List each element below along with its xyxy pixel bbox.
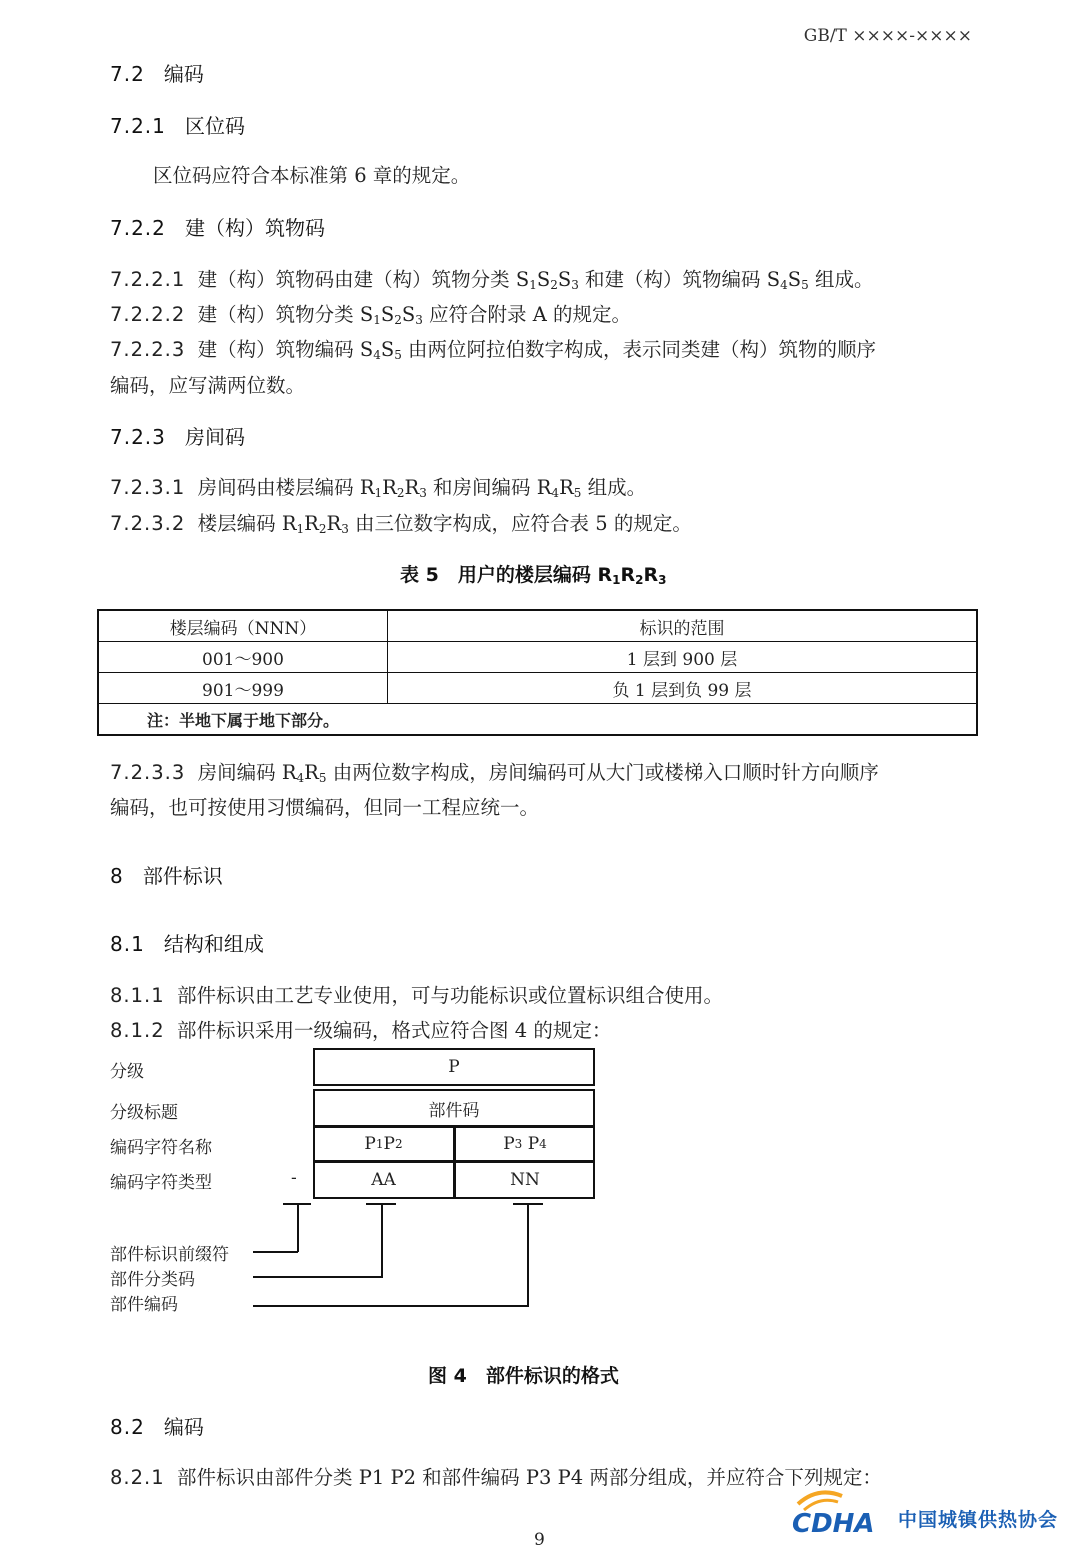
bracket-line	[253, 1305, 529, 1307]
table-note: 注：半地下属于地下部分。	[98, 704, 977, 736]
clause-text: 建（构）筑物分类 S	[197, 303, 374, 326]
clause-text: 由三位数字构成，应符合表 5 的规定。	[355, 512, 692, 535]
clause-8-1-2	[110, 1015, 611, 1043]
heading-number: 7.2	[110, 62, 145, 86]
heading-number: 8.1	[110, 932, 145, 956]
standard-number: GB/T ××××-××××	[803, 26, 972, 46]
char-name: P	[503, 1133, 515, 1154]
heading-number: 7.2.2	[110, 216, 166, 240]
clause-text: 建（构）筑物码由建（构）筑物分类 S	[197, 268, 530, 291]
clause-number: 7.2.3.3	[110, 761, 186, 784]
clause-8-1-1	[110, 980, 723, 1008]
clause-text: 建（构）筑物编码 S	[197, 338, 374, 361]
table-row	[98, 642, 977, 673]
bracket-line	[253, 1251, 298, 1253]
clause-number: 7.2.3.2	[110, 512, 186, 535]
clause-7-2-2-3-line2: 编码，应写满两位数。	[110, 374, 306, 397]
clause-number: 7.2.3.1	[110, 476, 186, 499]
heading-8-2	[110, 1411, 204, 1440]
clause-8-2-1	[110, 1462, 882, 1490]
clause-7-2-2-3: 7.2.2.3 建（构）筑物编码 $S_4S_5$ 由两位阿拉伯数字构成，表示同类建（构）筑物的顺序	[110, 338, 877, 362]
heading-title: 建（构）筑物码	[184, 216, 325, 240]
clause-number: 7.2.2.1	[110, 268, 186, 291]
page-number: 9	[534, 1530, 545, 1550]
clause-text: 应符合附录 A 的规定。	[429, 303, 632, 326]
clause-text: 由两位数字构成，房间编码可从大门或楼梯入口顺时针方向顺序	[332, 761, 879, 784]
heading-8-1	[110, 928, 264, 957]
table-5-caption: 表 5 用户的楼层编码 $R_1R_2R_3$	[400, 564, 667, 587]
clause-text: 房间编码 R	[197, 761, 297, 784]
heading-title: 房间码	[184, 425, 245, 449]
char-name: P	[364, 1133, 376, 1154]
clause-text: 和建（构）筑物编码 S	[585, 268, 781, 291]
char-type-cell-2: NN	[510, 1169, 540, 1190]
clause-7-2-3-3-line2: 编码，也可按使用习惯编码，但同一工程应统一。	[110, 796, 540, 819]
clause-number: 7.2.2.2	[110, 303, 186, 326]
table-cell: 负 1 层到负 99 层	[388, 673, 978, 704]
clause-number: 8.1.2	[110, 1019, 165, 1042]
heading-7-2-2	[110, 212, 325, 241]
bracket-line	[527, 1203, 529, 1306]
clause-text: 楼层编码 R	[197, 512, 297, 535]
clause-7-2-2-2: 7.2.2.2 建（构）筑物分类 $S_1S_2S_3$ 应符合附录 A 的规定。	[110, 303, 632, 327]
table-header-cell: 标识的范围	[388, 610, 978, 642]
table-cell: 001～900	[98, 642, 388, 673]
clause-7-2-2-1: 7.2.2.1 建（构）筑物码由建（构）筑物分类 $S_1S_2S_3$ 和建（构）筑物编码 $S_4S_5$ 组成。	[110, 268, 874, 292]
heading-title: 编码	[163, 62, 204, 86]
legend-prefix: 部件标识前缀符	[110, 1245, 229, 1265]
clause-number: 8.2.1	[110, 1466, 165, 1489]
heading-8	[110, 860, 223, 889]
heading-number: 7.2.1	[110, 114, 166, 138]
clause-text: 部件标识由工艺专业使用，可与功能标识或位置标识组合使用。	[177, 984, 724, 1007]
svg-text:CDHA: CDHA	[792, 1509, 875, 1538]
clause-text: 组成。	[814, 268, 874, 291]
level-box: P	[313, 1048, 595, 1086]
heading-number: 8.2	[110, 1415, 145, 1439]
clause-number: 8.1.1	[110, 984, 165, 1007]
heading-title: 结构和组成	[163, 932, 264, 956]
clause-7-2-3-1: 7.2.3.1 房间码由楼层编码 $R_1R_2R_3$ 和房间编码 $R_4R_5$ 组成。	[110, 476, 647, 500]
clause-number: 7.2.2.3	[110, 338, 186, 361]
paragraph-7-2-1: 区位码应符合本标准第 6 章的规定。	[153, 164, 471, 187]
table-header-cell: 楼层编码（NNN）	[98, 610, 388, 642]
table-note-row	[98, 704, 977, 736]
char-name-cell-2: P 3 P 4	[503, 1133, 547, 1154]
clause-7-2-3-3: 7.2.3.3 房间编码 $R_4R_5$ 由两位数字构成，房间编码可从大门或楼梯入口顺时针方向顺序	[110, 761, 879, 785]
table-5	[97, 609, 978, 736]
char-type-cell-1: AA	[371, 1169, 396, 1190]
heading-title: 编码	[163, 1415, 204, 1439]
level-title-cell: 部件码	[428, 1100, 480, 1121]
clause-text: 部件标识采用一级编码，格式应符合图 4 的规定：	[177, 1019, 612, 1042]
heading-7-2-1	[110, 110, 245, 139]
clause-text: 由两位阿拉伯数字构成，表示同类建（构）筑物的顺序	[408, 338, 877, 361]
heading-title: 部件标识	[142, 864, 223, 888]
char-name-cell-1: P 1 P 2	[364, 1133, 403, 1154]
table-cell: 901～999	[98, 673, 388, 704]
table-row	[98, 673, 977, 704]
heading-title: 区位码	[184, 114, 245, 138]
clause-text: 组成。	[587, 476, 647, 499]
row-label-char-name: 编码字符名称	[110, 1138, 212, 1158]
clause-text: 房间码由楼层编码 R	[197, 476, 375, 499]
prefix-symbol: -	[291, 1168, 297, 1188]
table-cell: 1 层到 900 层	[388, 642, 978, 673]
char-name: P	[383, 1133, 395, 1154]
figure-4-caption: 图 4 部件标识的格式	[428, 1365, 619, 1387]
clause-7-2-3-2: 7.2.3.2 楼层编码 $R_1R_2R_3$ 由三位数字构成，应符合表 5 的规定。	[110, 512, 692, 536]
heading-7-2-3	[110, 421, 245, 450]
row-label-level: 分级	[110, 1062, 144, 1082]
heading-number: 8	[110, 864, 124, 888]
char-name: P	[527, 1133, 540, 1154]
legend-part-code: 部件编码	[110, 1295, 178, 1315]
logo-text: 中国城镇供热协会	[898, 1509, 1059, 1531]
clause-text: 和房间编码 R	[433, 476, 552, 499]
bracket-line	[297, 1203, 299, 1252]
row-label-char-type: 编码字符类型	[110, 1173, 212, 1193]
clause-text: 部件标识由部件分类 P1 P2 和部件编码 P3 P4 两部分组成，并应符合下列规定：	[177, 1466, 882, 1489]
bracket-line	[381, 1203, 383, 1277]
heading-7-2	[110, 58, 204, 87]
caption-text: 表 5 用户的楼层编码 R	[400, 564, 613, 586]
legend-class-code: 部件分类码	[110, 1270, 195, 1290]
heading-number: 7.2.3	[110, 425, 166, 449]
row-label-level-title: 分级标题	[110, 1103, 178, 1123]
bracket-line	[253, 1276, 383, 1278]
table-header-row	[98, 610, 977, 642]
